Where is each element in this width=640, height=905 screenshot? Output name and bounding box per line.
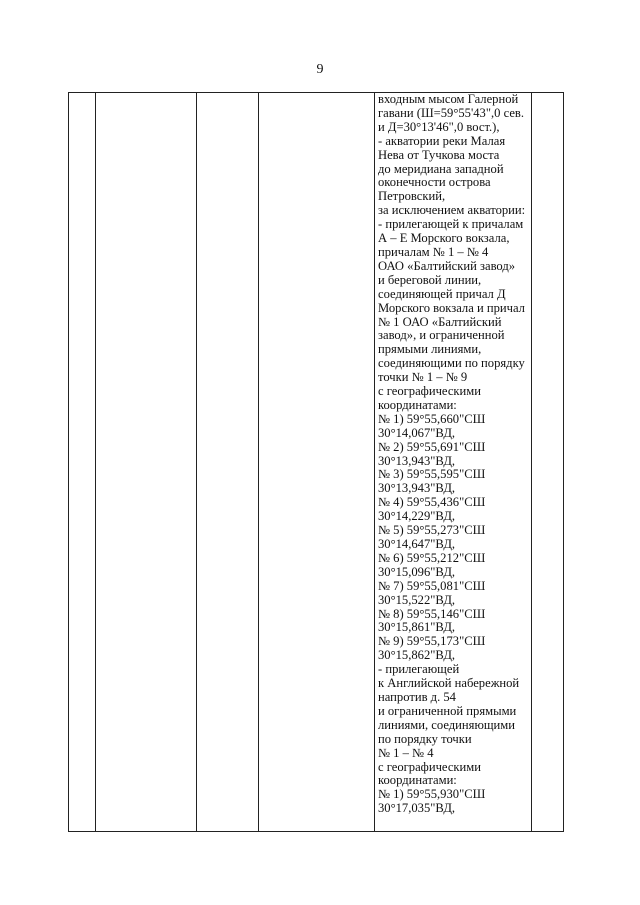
text-line: оконечности острова (378, 175, 491, 190)
column-divider (374, 92, 375, 832)
text-line: и Д=30°13'46",0 вост.), (378, 119, 500, 134)
column-divider (68, 92, 69, 832)
text-line: входным мысом Галерной (378, 92, 519, 106)
text-line: 30°15,522"ВД, (378, 592, 456, 607)
text-line: линиями, соединяющими (378, 717, 516, 732)
text-line: 30°14,647"ВД, (378, 537, 456, 551)
text-line: № 2) 59°55,691"СШ (378, 439, 486, 454)
text-line: № 6) 59°55,212"СШ (378, 550, 486, 565)
column-divider (196, 92, 197, 832)
text-line: прямыми линиями, (378, 342, 482, 357)
text-line: причалам № 1 – № 4 (378, 244, 489, 259)
text-line: к Английской набережной (378, 676, 520, 691)
text-line: по порядку точки (378, 731, 472, 746)
text-line: № 4) 59°55,436"СШ (378, 495, 486, 510)
text-line: до меридиана западной (378, 161, 504, 176)
text-line: координатами: (378, 397, 457, 412)
table-cell-description (378, 93, 538, 816)
text-line: 30°17,035"ВД, (378, 801, 456, 816)
text-line: № 8) 59°55,146"СШ (378, 606, 486, 621)
column-divider (563, 92, 564, 832)
text-line: ОАО «Балтийский завод» (378, 258, 516, 273)
text-line: координатами: (378, 773, 457, 788)
text-line: 30°14,067"ВД, (378, 425, 456, 440)
text-line: гавани (Ш=59°55'43",0 сев. (378, 105, 525, 120)
text-line: с географическими (378, 384, 481, 399)
text-line: соединяющими по порядку (378, 356, 525, 371)
text-line: 30°13,943"ВД, (378, 481, 456, 496)
text-line: № 1) 59°55,660"СШ (378, 411, 486, 426)
text-line: 30°13,943"ВД, (378, 453, 456, 468)
column-divider (95, 92, 96, 832)
text-line: и береговой линии, (378, 272, 482, 287)
text-line: № 7) 59°55,081"СШ (378, 578, 486, 593)
text-line: № 1 ОАО «Балтийский (378, 314, 502, 329)
text-line: 30°15,862"ВД, (378, 648, 456, 663)
text-line: с географическими (378, 759, 481, 774)
text-line: точки № 1 – № 9 (378, 370, 468, 385)
text-line: № 3) 59°55,595"СШ (378, 467, 486, 482)
text-line: и ограниченной прямыми (378, 703, 517, 718)
table-bottom-border (68, 831, 564, 832)
text-line: напротив д. 54 (378, 689, 456, 704)
text-line: соединяющей причал Д (378, 286, 506, 301)
document-table (68, 92, 564, 832)
column-divider (258, 92, 259, 832)
text-line: № 5) 59°55,273"СШ (378, 523, 486, 538)
text-line: Петровский, (378, 189, 446, 204)
text-line: 30°14,229"ВД, (378, 509, 456, 524)
text-line: - прилегающей (378, 662, 460, 677)
text-line: № 1) 59°55,930"СШ (378, 787, 486, 802)
text-line: № 9) 59°55,173"СШ (378, 634, 486, 649)
text-line: за исключением акватории: (378, 203, 526, 218)
text-line: А – Е Морского вокзала, (378, 231, 510, 246)
text-line: 30°15,096"ВД, (378, 564, 456, 579)
text-line: № 1 – № 4 (378, 745, 434, 760)
text-line: завод», и ограниченной (378, 328, 505, 343)
text-line: Нева от Тучкова моста (378, 147, 500, 162)
text-line: - акватории реки Малая (378, 133, 506, 148)
text-line: 30°15,861"ВД, (378, 620, 456, 635)
page-number: 9 (316, 62, 324, 77)
text-line: Морского вокзала и причал (378, 300, 525, 315)
text-line: - прилегающей к причалам (378, 217, 524, 232)
